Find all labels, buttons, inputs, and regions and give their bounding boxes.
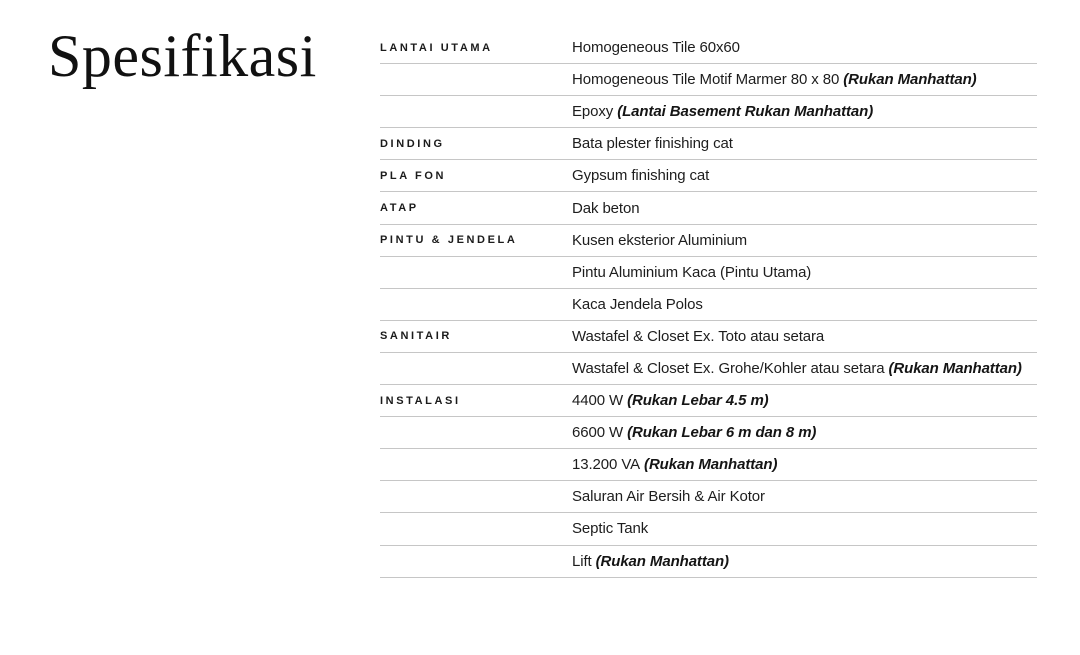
spec-value-cell [572, 328, 1037, 345]
spec-value-cell [572, 520, 1037, 537]
spec-category-label: INSTALASI [380, 394, 461, 407]
table-row [380, 225, 1037, 257]
spec-value-cell [572, 360, 1037, 377]
spec-category-label: LANTAI UTAMA [380, 41, 493, 54]
spec-value-text: Pintu Aluminium Kaca (Pintu Utama) [572, 263, 812, 281]
table-row [380, 321, 1037, 353]
spec-note-text: (Rukan Lebar 6 m dan 8 m) [627, 424, 817, 442]
spec-value-cell [572, 553, 1037, 570]
spec-value-cell [572, 424, 1037, 441]
table-row [380, 128, 1037, 160]
spec-value-text: Saluran Air Bersih & Air Kotor [572, 488, 765, 506]
spec-value-text: Bata plester finishing cat [572, 135, 733, 153]
spec-value-text: Kusen eksterior Aluminium [572, 231, 748, 249]
spec-category-label: ATAP [380, 202, 419, 215]
spec-value-text: Gypsum finishing cat [572, 167, 710, 185]
spec-category-label: PLA FON [380, 169, 447, 182]
table-row [380, 481, 1037, 513]
spec-value-cell [572, 392, 1037, 409]
spec-value-text: Homogeneous Tile Motif Marmer 80 x 80 [572, 71, 840, 89]
table-row [380, 32, 1037, 64]
spec-value-cell [572, 135, 1037, 152]
spec-value-cell [572, 200, 1037, 217]
spec-category-label: DINDING [380, 137, 445, 150]
spec-value-text: 13.200 VA [572, 456, 641, 474]
spec-category-label: SANITAIR [380, 330, 452, 343]
spec-value-cell [572, 232, 1037, 249]
table-row [380, 160, 1037, 192]
spec-value-text: Dak beton [572, 199, 640, 217]
spec-note-text: (Rukan Manhattan) [644, 456, 778, 474]
spec-table [380, 32, 1037, 578]
spec-value-text: Wastafel & Closet Ex. Grohe/Kohler atau setara [572, 359, 885, 377]
table-row [380, 96, 1037, 128]
page-title: Spesifikasi [48, 23, 317, 89]
spec-value-text: Lift [572, 552, 592, 570]
spec-category-label: PINTU & JENDELA [380, 234, 518, 247]
table-row [380, 64, 1037, 96]
table-row [380, 353, 1037, 385]
spec-value-cell [572, 103, 1037, 120]
spec-value-text: Homogeneous Tile 60x60 [572, 39, 740, 57]
spec-note-text: (Rukan Lebar 4.5 m) [627, 392, 769, 410]
spec-value-cell [572, 488, 1037, 505]
spec-value-text: Septic Tank [572, 520, 649, 538]
spec-note-text: (Rukan Manhattan) [888, 359, 1022, 377]
spec-value-cell [572, 71, 1037, 88]
table-row [380, 546, 1037, 578]
table-row [380, 289, 1037, 321]
spec-note-text: (Rukan Manhattan) [595, 552, 729, 570]
spec-value-text: Wastafel & Closet Ex. Toto atau setara [572, 327, 825, 345]
spec-value-cell [572, 167, 1037, 184]
table-row [380, 192, 1037, 224]
spec-note-text: (Rukan Manhattan) [843, 71, 977, 89]
spec-value-text: 6600 W [572, 424, 624, 442]
spec-value-text: Epoxy [572, 103, 614, 121]
spec-value-cell [572, 296, 1037, 313]
spec-value-cell [572, 264, 1037, 281]
spec-note-text: (Lantai Basement Rukan Manhattan) [617, 103, 874, 121]
table-row [380, 385, 1037, 417]
table-row [380, 417, 1037, 449]
table-row [380, 513, 1037, 545]
spec-value-text: 4400 W [572, 392, 624, 410]
table-row [380, 449, 1037, 481]
spec-value-text: Kaca Jendela Polos [572, 295, 703, 313]
spec-value-cell [572, 456, 1037, 473]
table-row [380, 257, 1037, 289]
spec-value-cell [572, 39, 1037, 56]
